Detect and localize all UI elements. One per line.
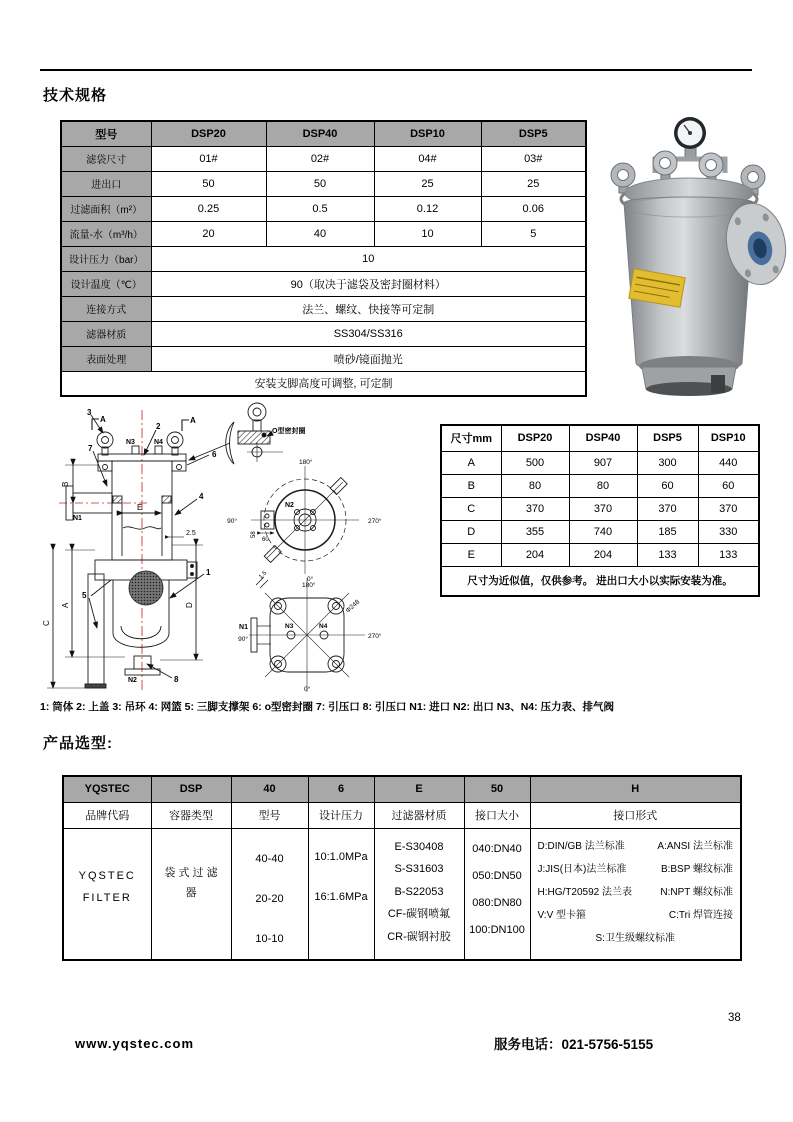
specs-heading: 技术规格 xyxy=(43,87,108,104)
section-mark-a2: A xyxy=(190,416,196,425)
selection-body-row xyxy=(63,828,741,960)
nozzle-n4-label: N4 xyxy=(154,439,163,446)
dims-cell: 370 xyxy=(501,497,569,520)
spec-cell: SS304/SS316 xyxy=(151,321,586,346)
interface-option: C:Tri 焊管连接 xyxy=(668,909,733,921)
material-option: E-S30408 xyxy=(394,840,444,853)
material-cell xyxy=(374,828,464,960)
label-cell: 接口形式 xyxy=(530,802,741,828)
material-option: B-S22053 xyxy=(394,885,444,898)
tv-n2: N2 xyxy=(285,502,294,509)
spec-row-label: 表面处理 xyxy=(61,346,151,371)
tv-0: 0° xyxy=(307,576,314,583)
interface-row xyxy=(538,904,734,927)
spec-header-row xyxy=(61,121,586,146)
size-cell xyxy=(464,828,530,960)
size-option: 080:DN80 xyxy=(472,896,522,909)
tv-60: 60 xyxy=(262,537,269,543)
oring-detail-label: O型密封圈 xyxy=(272,428,306,435)
spec-col-header: DSP10 xyxy=(374,121,481,146)
nozzle-n3-label: N3 xyxy=(126,439,135,446)
spec-row xyxy=(61,146,586,171)
model-option: 20-20 xyxy=(255,892,284,905)
spec-cell: 25 xyxy=(481,171,586,196)
spec-table xyxy=(60,120,587,397)
spec-col-header: DSP20 xyxy=(151,121,266,146)
dims-cell: 300 xyxy=(637,451,698,474)
spec-cell: 0.06 xyxy=(481,196,586,221)
bv-n4: N4 xyxy=(319,623,328,630)
spec-footnote-row xyxy=(61,371,586,396)
spec-cell: 0.25 xyxy=(151,196,266,221)
interface-cell xyxy=(530,828,741,960)
spec-cell: 0.12 xyxy=(374,196,481,221)
spec-merged-row xyxy=(61,321,586,346)
spec-merged-row xyxy=(61,296,586,321)
bv-90: 90° xyxy=(238,636,248,643)
dims-cell: 500 xyxy=(501,451,569,474)
size-option: 040:DN40 xyxy=(472,842,522,855)
spec-cell: 25 xyxy=(374,171,481,196)
code-cell: DSP xyxy=(151,776,231,802)
dims-row xyxy=(441,520,759,543)
interface-option: N:NPT 螺纹标准 xyxy=(660,886,733,898)
bottom-view xyxy=(249,577,365,692)
spec-cell: 50 xyxy=(266,171,374,196)
code-cell: H xyxy=(530,776,741,802)
support-leg xyxy=(711,375,725,393)
bv-n1: N1 xyxy=(239,624,248,631)
dims-cell: 907 xyxy=(569,451,637,474)
dims-cell: 80 xyxy=(569,474,637,497)
dims-row-label: B xyxy=(441,474,501,497)
model-option: 40-40 xyxy=(255,852,284,865)
spec-col-header: DSP5 xyxy=(481,121,586,146)
interface-option: B:BSP 螺纹标准 xyxy=(660,863,733,875)
section-mark-a1: A xyxy=(100,415,106,424)
tv-58: 58 xyxy=(251,531,257,538)
dims-cell: 370 xyxy=(569,497,637,520)
code-cell: 6 xyxy=(308,776,374,802)
dims-header-row xyxy=(441,425,759,451)
callout-6: 6 xyxy=(212,450,217,459)
dims-cell: 60 xyxy=(637,474,698,497)
code-cell: 50 xyxy=(464,776,530,802)
spec-cell: 90（取决于滤袋及密封圈材料） xyxy=(151,271,586,296)
interface-option: V:V 型卡箍 xyxy=(537,909,587,921)
dim-e-label: E xyxy=(137,503,143,512)
selection-code-row xyxy=(63,776,741,802)
bv-0: 0° xyxy=(304,686,311,693)
spec-cell: 01# xyxy=(151,146,266,171)
size-option: 100:DN100 xyxy=(469,923,525,936)
label-cell: 接口大小 xyxy=(464,802,530,828)
spec-row xyxy=(61,171,586,196)
parts-legend: 1: 筒体 2: 上盖 3: 吊环 4: 网篮 5: 三脚支撑架 6: o型密封圈 7: 引压口 8: 引压口 N1: 进口 N2: 出口 N3、N4: 压力表、排气阀 xyxy=(40,701,615,713)
dims-col-header: DSP10 xyxy=(698,425,759,451)
interface-option: D:DIN/GB 法兰标准 xyxy=(537,840,625,852)
spec-cell: 02# xyxy=(266,146,374,171)
material-option: CR-碳钢衬胶 xyxy=(387,930,451,943)
callout-5: 5 xyxy=(82,591,87,600)
dim-a-label: A xyxy=(61,602,70,608)
dims-row-label: C xyxy=(441,497,501,520)
dims-cell: 80 xyxy=(501,474,569,497)
material-option: CF-碳钢喷氟 xyxy=(387,908,451,920)
bv-180: 180° xyxy=(302,582,316,589)
dims-row xyxy=(441,474,759,497)
code-cell: YQSTEC xyxy=(63,776,151,802)
dims-row xyxy=(441,543,759,566)
dims-row-label: A xyxy=(441,451,501,474)
pressure-option: 16:1.6MPa xyxy=(314,890,368,903)
material-option: S-S31603 xyxy=(394,863,444,875)
callout-7: 7 xyxy=(88,444,93,453)
side-view xyxy=(47,415,230,688)
spec-cell: 04# xyxy=(374,146,481,171)
spec-merged-row xyxy=(61,246,586,271)
spec-cell: 50 xyxy=(151,171,266,196)
nozzle-n2-label: N2 xyxy=(128,677,137,684)
size-option: 050:DN50 xyxy=(472,869,522,882)
callout-2: 2 xyxy=(156,422,161,431)
spec-merged-row xyxy=(61,346,586,371)
spec-merged-row xyxy=(61,271,586,296)
spec-row-label: 滤袋尺寸 xyxy=(61,146,151,171)
vessel-type-cell xyxy=(151,828,231,960)
dims-cell: 60 xyxy=(698,474,759,497)
spec-row-label: 设计压力（bar） xyxy=(61,246,151,271)
nozzle-n1-label: N1 xyxy=(73,515,82,522)
dims-cell: 133 xyxy=(698,543,759,566)
footer-service-phone: 服务电话：021-5756-5155 xyxy=(494,1037,654,1052)
spec-row xyxy=(61,221,586,246)
spec-cell: 40 xyxy=(266,221,374,246)
interface-option: S:卫生级螺纹标准 xyxy=(595,932,675,944)
dims-note: 尺寸为近似值，仅供参考。 进出口大小以实际安装为准。 xyxy=(441,566,759,596)
spec-cell: 10 xyxy=(374,221,481,246)
dims-col-header: 尺寸mm xyxy=(441,425,501,451)
dimensions-table xyxy=(440,424,760,597)
page-number: 38 xyxy=(728,1012,741,1024)
spec-cell: 喷砂/镜面抛光 xyxy=(151,346,586,371)
dim-d-label: D xyxy=(185,602,194,608)
spec-row-label: 过滤面积（m²） xyxy=(61,196,151,221)
product-photo xyxy=(593,113,791,397)
interface-row xyxy=(538,835,734,858)
spec-col-header: 型号 xyxy=(61,121,151,146)
spec-row-label: 流量-水（m³/h） xyxy=(61,221,151,246)
interface-option: H:HG/T20592 法兰表 xyxy=(537,886,632,898)
bv-n3: N3 xyxy=(285,623,294,630)
dims-note-row xyxy=(441,566,759,596)
selection-label-row xyxy=(63,802,741,828)
header-rule xyxy=(40,69,752,71)
interface-option: A:ANSI 法兰标准 xyxy=(657,840,733,852)
dims-cell: 440 xyxy=(698,451,759,474)
vessel-type: 袋 式 过 滤 器 xyxy=(164,866,218,899)
dims-row-label: E xyxy=(441,543,501,566)
dims-cell: 355 xyxy=(501,520,569,543)
model-option: 10-10 xyxy=(255,932,284,945)
spec-cell: 0.5 xyxy=(266,196,374,221)
model-cell xyxy=(231,828,308,960)
brand-cell xyxy=(63,828,151,960)
dims-col-header: DSP40 xyxy=(569,425,637,451)
dims-col-header: DSP5 xyxy=(637,425,698,451)
spec-col-header: DSP40 xyxy=(266,121,374,146)
label-cell: 品牌代码 xyxy=(63,802,151,828)
dims-cell: 740 xyxy=(569,520,637,543)
dims-cell: 370 xyxy=(698,497,759,520)
spec-row xyxy=(61,196,586,221)
interface-row xyxy=(538,858,734,881)
dim-c-label: C xyxy=(42,620,51,626)
callout-4: 4 xyxy=(199,492,204,501)
bv-phi248: Φ248 xyxy=(344,598,362,615)
dims-cell: 370 xyxy=(637,497,698,520)
spec-row-label: 滤器材质 xyxy=(61,321,151,346)
dim-b-label: B xyxy=(61,481,70,487)
label-cell: 过滤器材质 xyxy=(374,802,464,828)
dims-cell: 204 xyxy=(501,543,569,566)
label-cell: 容器类型 xyxy=(151,802,231,828)
dims-row xyxy=(441,497,759,520)
footer-website: www.yqstec.com xyxy=(75,1036,194,1051)
spec-cell: 20 xyxy=(151,221,266,246)
callout-8: 8 xyxy=(174,675,179,684)
spec-row-label: 连接方式 xyxy=(61,296,151,321)
dims-cell: 185 xyxy=(637,520,698,543)
brand-line: FILTER xyxy=(82,891,132,904)
label-cell: 设计压力 xyxy=(308,802,374,828)
selection-table xyxy=(62,775,742,961)
dims-row-label: D xyxy=(441,520,501,543)
pressure-option: 10:1.0MPa xyxy=(314,850,368,863)
tv-270: 270° xyxy=(368,518,382,525)
spec-cell: 5 xyxy=(481,221,586,246)
interface-row xyxy=(538,881,734,904)
spec-cell: 法兰、螺纹、快接等可定制 xyxy=(151,296,586,321)
spec-cell: 10 xyxy=(151,246,586,271)
dims-cell: 204 xyxy=(569,543,637,566)
spec-row-label: 进出口 xyxy=(61,171,151,196)
spec-row-label: 设计温度（℃） xyxy=(61,271,151,296)
callout-1: 1 xyxy=(206,568,211,577)
selection-heading: 产品选型: xyxy=(43,735,113,752)
code-cell: 40 xyxy=(231,776,308,802)
spec-footnote: 安装支脚高度可调整, 可定制 xyxy=(61,371,586,396)
brand-line: YQSTEC xyxy=(78,869,136,882)
tv-90: 90° xyxy=(227,518,237,525)
dims-cell: 133 xyxy=(637,543,698,566)
label-cell: 型号 xyxy=(231,802,308,828)
top-view xyxy=(251,466,359,574)
code-cell: E xyxy=(374,776,464,802)
spec-cell: 03# xyxy=(481,146,586,171)
dim-2-5-label: 2.5 xyxy=(186,530,196,537)
bv-1-5: 1.5 xyxy=(258,570,269,581)
dims-col-header: DSP20 xyxy=(501,425,569,451)
pressure-cell xyxy=(308,828,374,960)
dims-cell: 330 xyxy=(698,520,759,543)
callout-3: 3 xyxy=(87,408,92,417)
dims-row xyxy=(441,451,759,474)
interface-option: J:JIS(日本)法兰标准 xyxy=(537,863,627,875)
tv-180: 180° xyxy=(299,459,313,466)
technical-drawing xyxy=(35,398,445,695)
bv-270: 270° xyxy=(368,633,382,640)
